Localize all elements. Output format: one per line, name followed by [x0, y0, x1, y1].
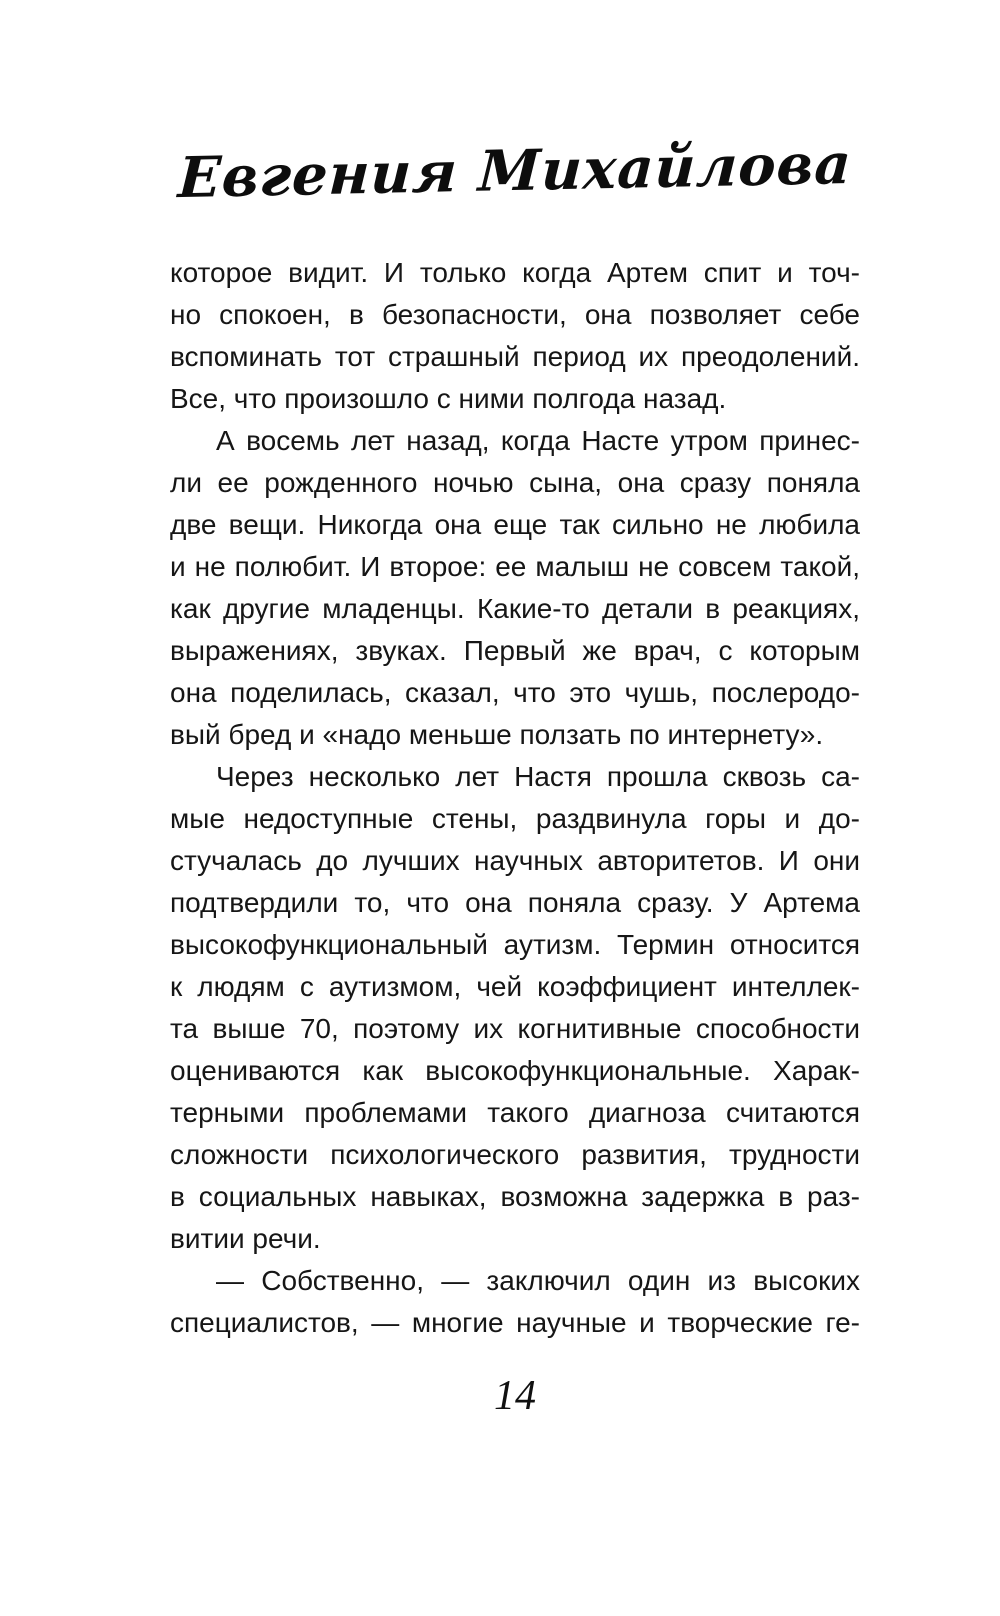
- text-line: мые недоступные стены, раздвинула горы и до-: [170, 803, 860, 834]
- text-line: витии речи.: [170, 1223, 321, 1254]
- text-line: вый бред и «надо меньше ползать по интернету».: [170, 719, 824, 750]
- text-line: та выше 70, поэтому их когнитивные способности: [170, 1013, 860, 1044]
- text-line: но спокоен, в безопасности, она позволяет себе: [170, 299, 860, 330]
- text-line: к людям с аутизмом, чей коэффициент интеллек-: [170, 971, 860, 1002]
- page-number: 14: [494, 1373, 536, 1419]
- text-line: вспоминать тот страшный период их преодолений.: [170, 341, 860, 372]
- text-line: она поделилась, сказал, что это чушь, послеродо-: [170, 677, 860, 708]
- text-line: в социальных навыках, возможна задержка в раз-: [170, 1181, 860, 1212]
- text-line: Через несколько лет Настя прошла сквозь са-: [216, 761, 860, 792]
- text-line: — Собственно, — заключил один из высоких: [216, 1265, 860, 1296]
- text-line: оцениваются как высокофункциональные. Харак-: [170, 1055, 860, 1086]
- text-line: подтвердили то, что она поняла сразу. У Артема: [170, 887, 860, 918]
- text-line: специалистов, — многие научные и творческие ге-: [170, 1307, 860, 1338]
- text-line: сложности психологического развития, трудности: [170, 1139, 860, 1170]
- text-line: две вещи. Никогда она еще так сильно не любила: [170, 509, 860, 540]
- text-line: как другие младенцы. Какие-то детали в реакциях,: [170, 593, 860, 624]
- text-line: Все, что произошло с ними полгода назад.: [170, 383, 727, 414]
- text-line: ли ее рожденного ночью сына, она сразу поняла: [170, 467, 860, 498]
- text-line: А восемь лет назад, когда Насте утром принес-: [216, 425, 860, 456]
- author-signature: Евгения Михайлова: [176, 130, 854, 212]
- text-line: стучалась до лучших научных авторитетов. И они: [170, 845, 860, 876]
- text-line: терными проблемами такого диагноза считаются: [170, 1097, 860, 1128]
- text-line: и не полюбит. И второе: ее малыш не совсем такой,: [170, 551, 860, 582]
- text-line: выражениях, звуках. Первый же врач, с которым: [170, 635, 860, 666]
- text-line: высокофункциональный аутизм. Термин относится: [170, 929, 860, 960]
- page-body: [170, 252, 860, 1344]
- text-line: которое видит. И только когда Артем спит и точ-: [170, 257, 860, 288]
